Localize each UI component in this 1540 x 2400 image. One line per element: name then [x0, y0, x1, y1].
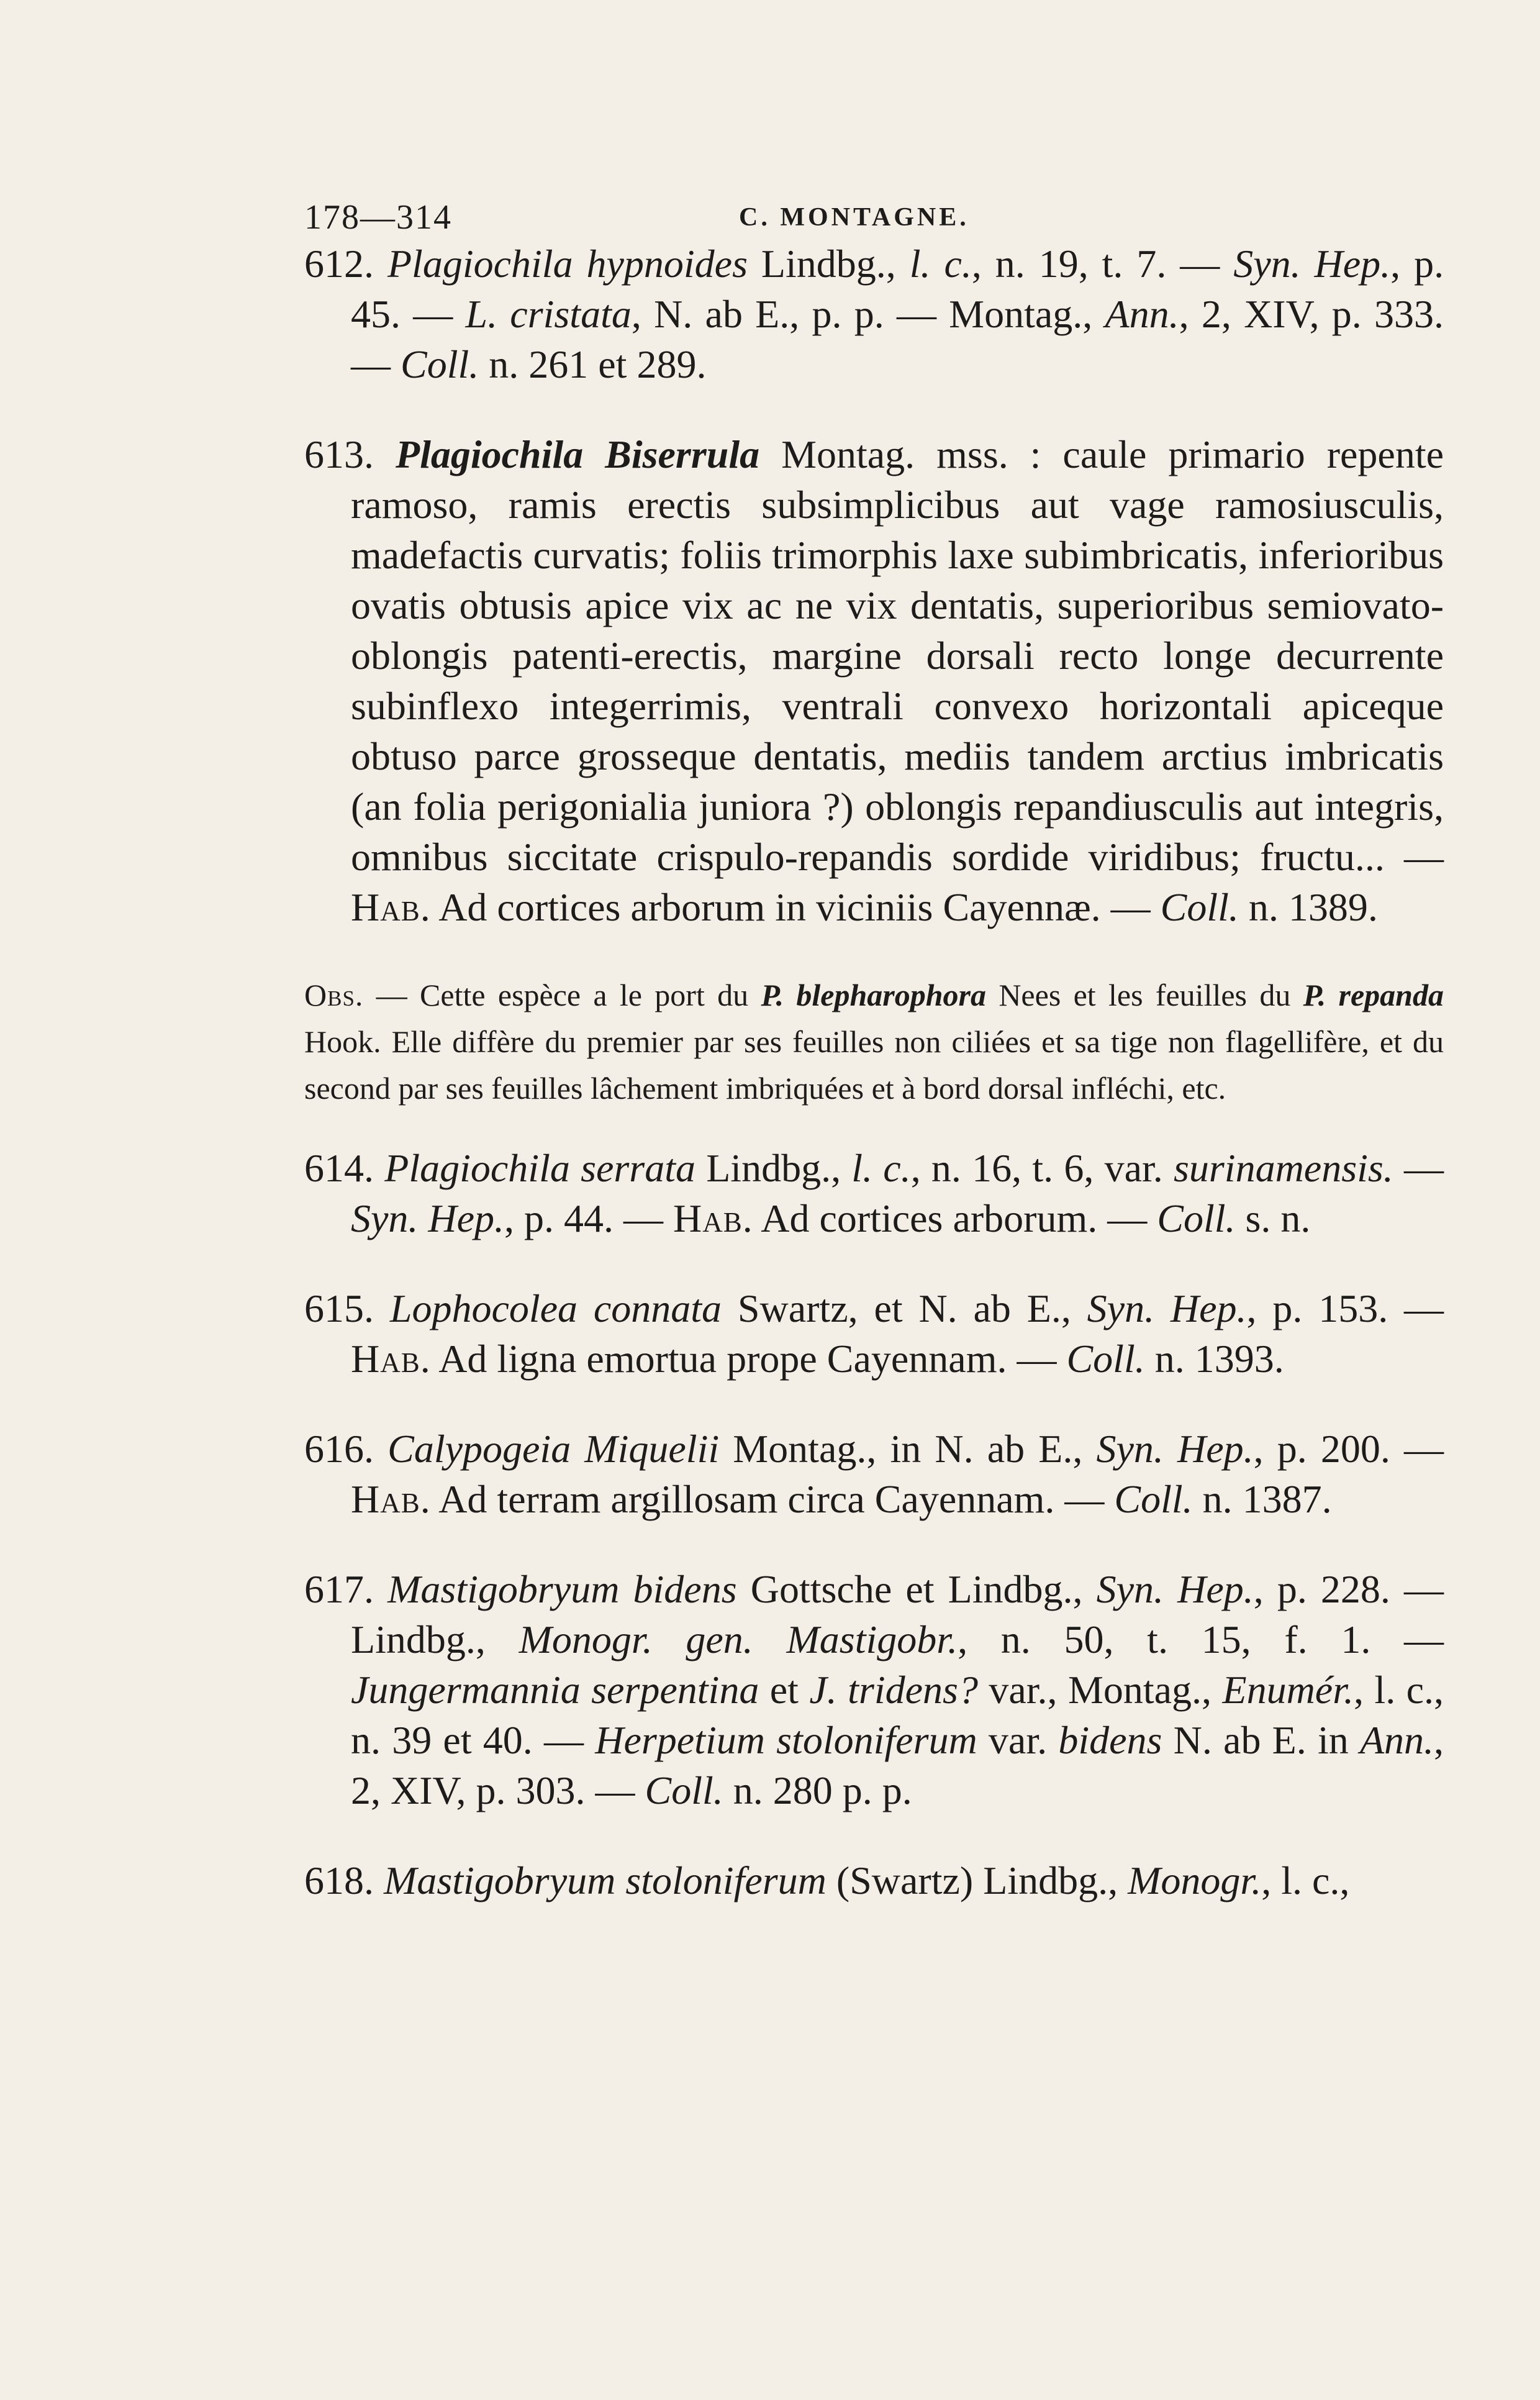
entry-612: 612. Plagiochila hypnoides Lindbg., l. c., n. 19, t. 7. — Syn. Hep., p. 45. — L. cristata, N. ab E., p. p. — Montag., Ann., 2, XIV, p. 333. — Coll. n. 261 et 289.	[304, 242, 1444, 386]
entry-615: 615. Lophocolea connata Swartz, et N. ab E., Syn. Hep., p. 153. — Hab. Ad ligna emortua prope Cayennam. — Coll. n. 1393.	[304, 1286, 1444, 1381]
page-header	[304, 198, 1444, 235]
entry-617: 617. Mastigobryum bidens Gottsche et Lindbg., Syn. Hep., p. 228. — Lindbg., Monogr. gen. Mastigobr., n. 50, t. 15, f. 1. — Jungermannia serpentina et J. tridens? var., Montag., Enumér., l. c., n. 39 et 40. — Herpetium stoloniferum var. bidens N. ab E. in Ann., 2, XIV, p. 303. — Coll. n. 280 p. p.	[304, 1567, 1444, 1812]
page-body	[304, 198, 1444, 1945]
page-number: 178—314	[304, 198, 452, 237]
entry-618: 618. Mastigobryum stoloniferum (Swartz) Lindbg., Monogr., l. c.,	[304, 1858, 1350, 1902]
entry-614: 614. Plagiochila serrata Lindbg., l. c., n. 16, t. 6, var. surinamensis. — Syn. Hep., p. 44. — Hab. Ad cortices arborum. — Coll. s. n.	[304, 1146, 1444, 1240]
entry-613: 613. Plagiochila Biserrula Montag. mss. : caule primario repente ramoso, ramis erectis subsimplicibus aut vage ramosiusculis, madefactis curvatis; foliis trimorphis laxe subimbricatis, inferioribus ovatis obtusis apice vix ac ne vix dentatis, superioribus semiovato-oblongis patenti-erectis, margine dorsali recto longe decurrente subinflexo integerrimis, ventrali convexo horizontali apiceque obtuso parce grosseque dentatis, mediis tandem arctius imbricatis (an folia perigonialia juniora ?) oblongis repandiusculis aut integris, omnibus siccitate crispulo-repandis sordide viridibus; fructu... — Hab. Ad cortices arborum in viciniis Cayennæ. — Coll. n. 1389.	[304, 432, 1444, 929]
running-head: C. MONTAGNE.	[739, 203, 969, 232]
entry-616: 616. Calypogeia Miquelii Montag., in N. ab E., Syn. Hep., p. 200. — Hab. Ad terram argillosam circa Cayennam. — Coll. n. 1387.	[304, 1427, 1444, 1521]
observation-note: Obs. — Cette espèce a le port du P. blepharophora Nees et les feuilles du P. repanda Hook. Elle diffère du premier par ses feuilles non ciliées et sa tige non flagellifère, et du second par ses feuilles lâchement imbriquées et à bord dorsal infléchi, etc.	[304, 978, 1444, 1106]
